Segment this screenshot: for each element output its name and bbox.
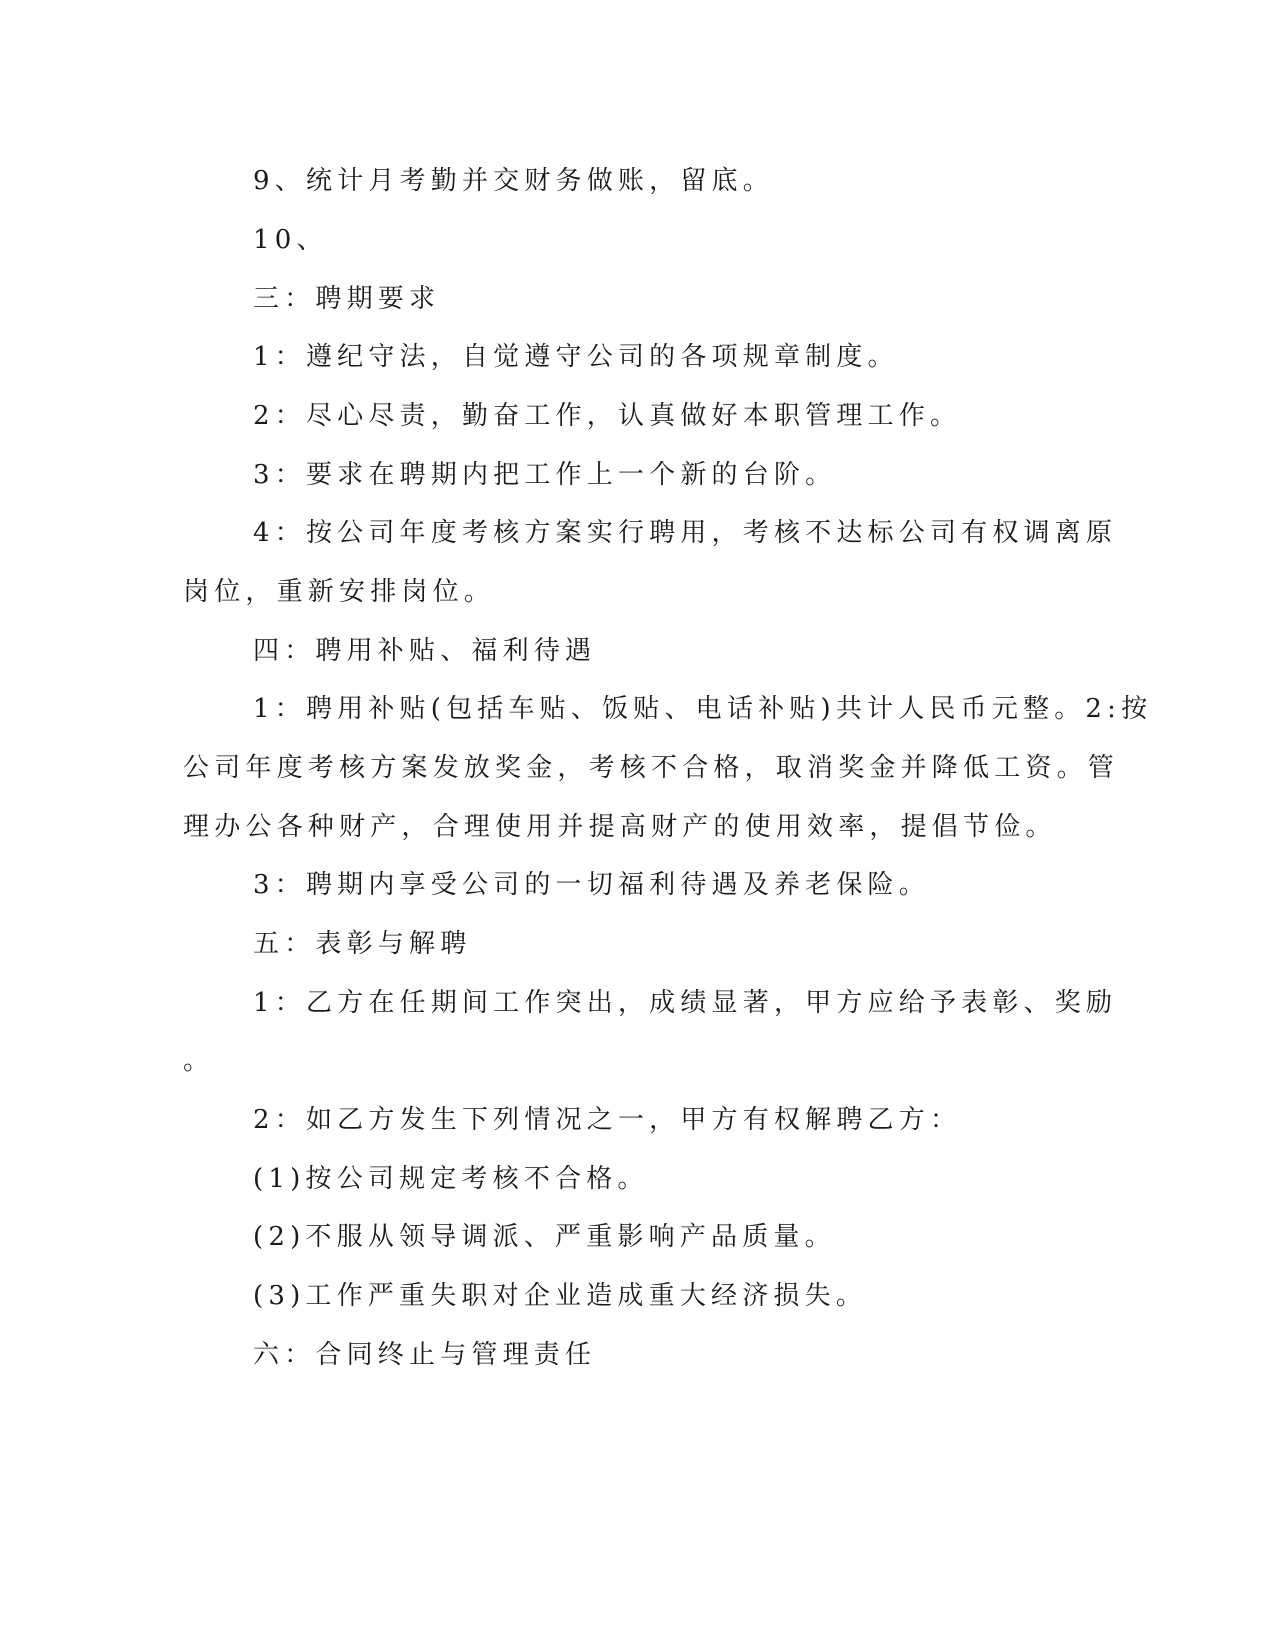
condition-1: (1)按公司规定考核不合格。 [253, 1164, 649, 1194]
section-3-item-4: 4：按公司年度考核方案实行聘用，考核不达标公司有权调离原 [253, 518, 1118, 548]
condition-3: (3)工作严重失职对企业造成重大经济损失。 [253, 1281, 868, 1311]
item-9-line: 9、统计月考勤并交财务做账，留底。 [253, 166, 774, 196]
section-6-heading: 六：合同终止与管理责任 [253, 1340, 597, 1370]
item-10-line: 10、 [253, 225, 328, 255]
section-4-item-3: 3：聘期内享受公司的一切福利待遇及养老保险。 [253, 870, 930, 900]
condition-2: (2)不服从领导调派、严重影响产品质量。 [253, 1222, 836, 1252]
section-5-item-1: 1：乙方在任期间工作突出，成绩显著，甲方应给予表彰、奖励 [253, 988, 1118, 1018]
section-3-item-1: 1：遵纪守法，自觉遵守公司的各项规章制度。 [253, 342, 899, 372]
section-3-item-3: 3：要求在聘期内把工作上一个新的台阶。 [253, 460, 837, 490]
section-4-item-1: 1：聘用补贴(包括车贴、饭贴、电话补贴)共计人民币元整。2:按 [253, 694, 1153, 724]
section-5-item-1-continued: 。 [183, 1046, 215, 1076]
section-3-item-2: 2：尽心尽责，勤奋工作，认真做好本职管理工作。 [253, 401, 962, 431]
section-4-item-2-continued: 理办公各种财产，合理使用并提高财产的使用效率，提倡节俭。 [183, 812, 1057, 842]
section-5-item-2: 2：如乙方发生下列情况之一，甲方有权解聘乙方： [253, 1105, 962, 1135]
section-4-heading: 四：聘用补贴、福利待遇 [253, 636, 597, 666]
section-3-heading: 三：聘期要求 [253, 284, 441, 314]
section-4-item-2: 公司年度考核方案发放奖金，考核不合格，取消奖金并降低工资。管 [183, 753, 1120, 783]
section-3-item-4-continued: 岗位，重新安排岗位。 [183, 577, 496, 607]
section-5-heading: 五：表彰与解聘 [253, 929, 472, 959]
